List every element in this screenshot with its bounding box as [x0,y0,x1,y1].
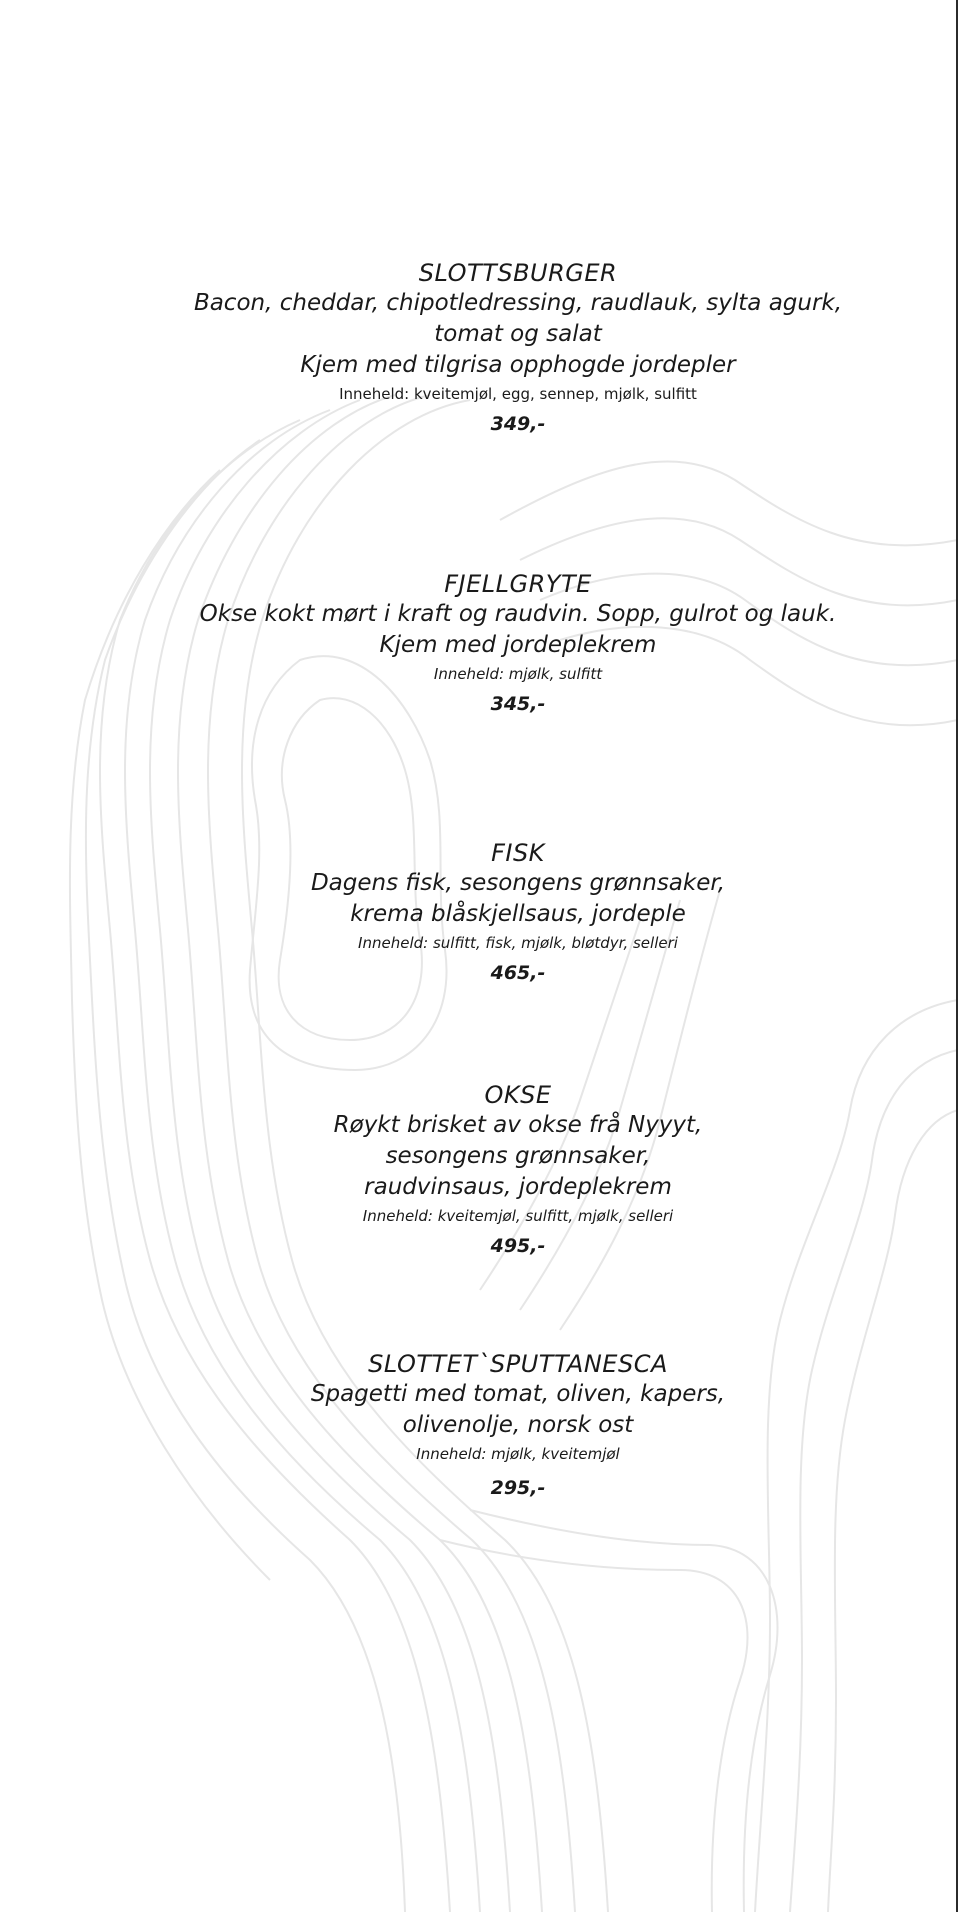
dish-allergens: Inneheld: kveitemjøl, egg, sennep, mjølk, sulfitt [339,385,697,403]
dish-slottsburger [0,258,958,437]
dish-price: 495,- [490,1235,546,1257]
dish-description-line: Spagetti med tomat, oliven, kapers, [310,1381,726,1407]
dish-title: FJELLGRYTE [444,570,592,598]
dish-price: 465,- [490,962,546,984]
dish-allergens: Inneheld: mjølk, sulfitt [433,665,603,683]
dish-okse [0,1080,958,1259]
dish-title: FISK [491,839,545,867]
dish-title: SLOTTSBURGER [418,259,618,287]
dish-description-line: Bacon, cheddar, chipotledressing, raudlauk, sylta agurk, [193,290,843,316]
dish-price: 345,- [490,693,546,715]
dish-allergens: Inneheld: mjølk, kveitemjøl [416,1445,620,1463]
dish-description-line: krema blåskjellsaus, jordeple [350,901,686,927]
dish-description-line: Dagens fisk, sesongens grønnsaker, [310,870,726,896]
dish-allergens: Inneheld: kveitemjøl, sulfitt, mjølk, selleri [362,1207,674,1225]
dish-slottets-puttanesca [0,1349,958,1501]
dish-description-line: raudvinsaus, jordeplekrem [364,1174,672,1200]
dish-allergens: Inneheld: sulfitt, fisk, mjølk, bløtdyr, selleri [358,934,678,952]
dish-description-line: Kjem med jordeplekrem [379,632,657,658]
dish-description-line: Kjem med tilgrisa opphogde jordepler [300,352,736,378]
dish-description-line: Røykt brisket av okse frå Nyyyt, [333,1112,703,1138]
dish-fjellgryte [0,569,958,717]
dish-title: SLOTTET`SPUTTANESCA [368,1350,668,1378]
dish-description-line: Okse kokt mørt i kraft og raudvin. Sopp, gulrot og lauk. [199,601,837,627]
dish-description-line: olivenolje, norsk ost [402,1412,634,1438]
dish-fisk [0,838,958,986]
dish-description-line: sesongens grønnsaker, [385,1143,651,1169]
dish-price: 349,- [490,413,546,435]
dish-title: OKSE [484,1081,552,1109]
dish-description-line: tomat og salat [434,321,602,347]
dish-price: 295,- [490,1477,546,1499]
